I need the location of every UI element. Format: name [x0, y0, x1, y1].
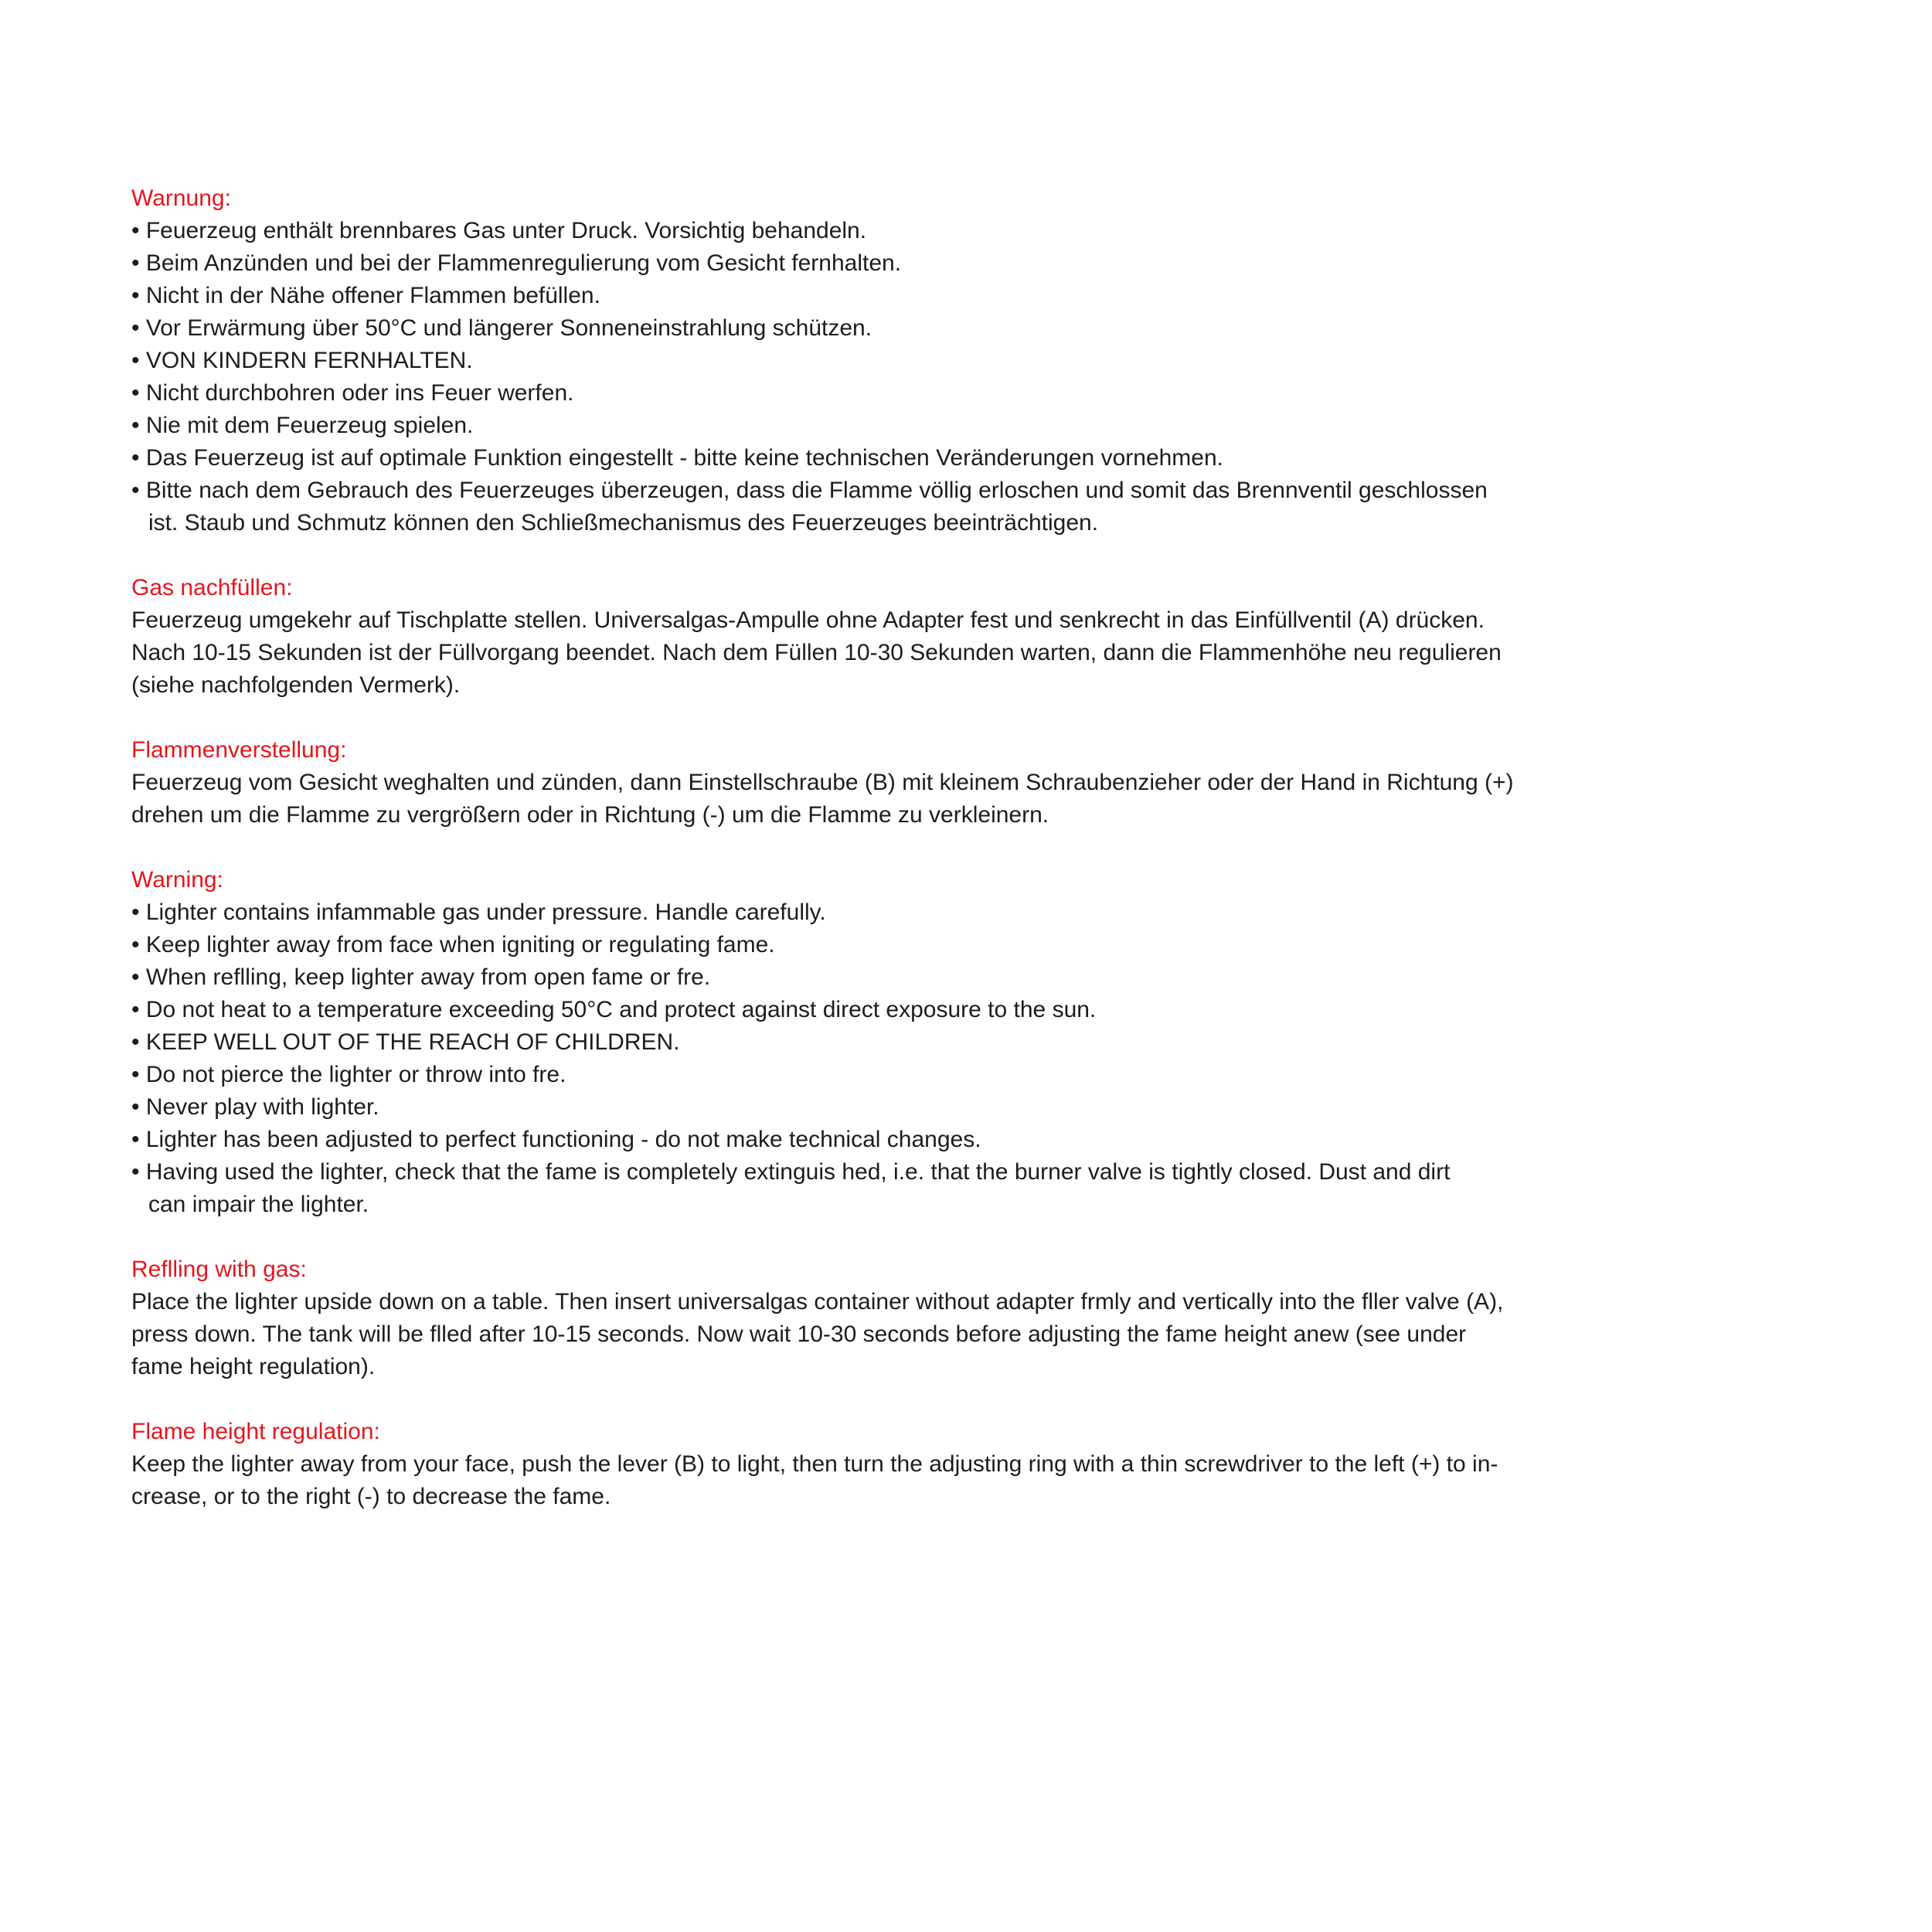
- section-heading-refilling-with-gas: Reflling with gas:: [131, 1257, 307, 1282]
- text-line: Feuerzeug vom Gesicht weghalten und zünden, dann Einstellschraube (B) mit kleinem Schraubenzieher oder der Hand in Richtung (+): [131, 770, 1514, 795]
- text-line: fame height regulation).: [131, 1354, 376, 1379]
- text-line: crease, or to the right (-) to decrease the fame.: [131, 1484, 611, 1509]
- text-line: • Lighter has been adjusted to perfect functioning - do not make technical changes.: [131, 1127, 981, 1152]
- text-line: ist. Staub und Schmutz können den Schließmechanismus des Feuerzeuges beeinträchtigen.: [148, 510, 1099, 536]
- section-warnung-de: [131, 182, 1870, 539]
- text-line: • Having used the lighter, check that the fame is completely extinguis hed, i.e. that the burner valve is tightly closed. Dust and dirt: [131, 1159, 1451, 1185]
- text-line: • Never play with lighter.: [131, 1094, 379, 1120]
- section-heading-flame-height-regulation: Flame height regulation:: [131, 1419, 380, 1444]
- text-line: Nach 10-15 Sekunden ist der Füllvorgang beendet. Nach dem Füllen 10-30 Sekunden warten, dann die Flammenhöhe neu regulieren: [131, 640, 1502, 665]
- section-heading-flammenverstellung: Flammenverstellung:: [131, 737, 347, 763]
- section-refilling-with-gas: [131, 1253, 1870, 1383]
- text-line: Feuerzeug umgekehr auf Tischplatte stellen. Universalgas-Ampulle ohne Adapter fest und senkrecht in das Einfüllventil (A) drücken.: [131, 607, 1485, 633]
- text-line: • Vor Erwärmung über 50°C und längerer Sonneneinstrahlung schützen.: [131, 315, 872, 341]
- section-flame-height-regulation: [131, 1416, 1870, 1513]
- text-line: Place the lighter upside down on a table. Then insert universalgas container without adapter frmly and vertically into the fller valve (A),: [131, 1289, 1504, 1315]
- text-line: • When reflling, keep lighter away from open fame or fre.: [131, 964, 711, 990]
- text-line: • Do not pierce the lighter or throw into fre.: [131, 1062, 566, 1087]
- text-line: • Das Feuerzeug ist auf optimale Funktion eingestellt - bitte keine technischen Veränderungen vornehmen.: [131, 445, 1224, 471]
- text-line: • Nicht durchbohren oder ins Feuer werfen.: [131, 380, 574, 406]
- section-heading-gas-nachfuellen: Gas nachfüllen:: [131, 575, 293, 600]
- text-line: • Beim Anzünden und bei der Flammenregulierung vom Gesicht fernhalten.: [131, 250, 902, 276]
- text-line: • VON KINDERN FERNHALTEN.: [131, 348, 473, 373]
- section-heading-warning-en: Warning:: [131, 867, 223, 893]
- section-gas-nachfuellen: [131, 572, 1870, 702]
- text-line: • Nicht in der Nähe offener Flammen befüllen.: [131, 283, 600, 308]
- text-line: • Feuerzeug enthält brennbares Gas unter Druck. Vorsichtig behandeln.: [131, 218, 867, 243]
- text-line: drehen um die Flamme zu vergrößern oder in Richtung (-) um die Flamme zu verkleinern.: [131, 802, 1049, 828]
- text-line: press down. The tank will be flled after 10-15 seconds. Now wait 10-30 seconds before adjusting the fame height anew (see under: [131, 1321, 1467, 1347]
- text-line: Keep the lighter away from your face, push the lever (B) to light, then turn the adjusting ring with a thin screwdriver to the left (+) to in-: [131, 1451, 1498, 1477]
- text-line: • Nie mit dem Feuerzeug spielen.: [131, 413, 474, 438]
- text-line: • KEEP WELL OUT OF THE REACH OF CHILDREN.: [131, 1029, 680, 1055]
- text-line: • Lighter contains infammable gas under pressure. Handle carefully.: [131, 900, 826, 925]
- text-line: • Keep lighter away from face when igniting or regulating fame.: [131, 932, 775, 957]
- section-warning-en: [131, 864, 1870, 1221]
- section-flammenverstellung: [131, 734, 1870, 832]
- text-line: (siehe nachfolgenden Vermerk).: [131, 672, 461, 698]
- text-line: can impair the lighter.: [148, 1192, 369, 1217]
- text-line: • Bitte nach dem Gebrauch des Feuerzeuges überzeugen, dass die Flamme völlig erloschen und somit das Brennventil geschlossen: [131, 478, 1488, 503]
- section-heading-warnung-de: Warnung:: [131, 185, 231, 211]
- text-line: • Do not heat to a temperature exceeding 50°C and protect against direct exposure to the sun.: [131, 997, 1097, 1022]
